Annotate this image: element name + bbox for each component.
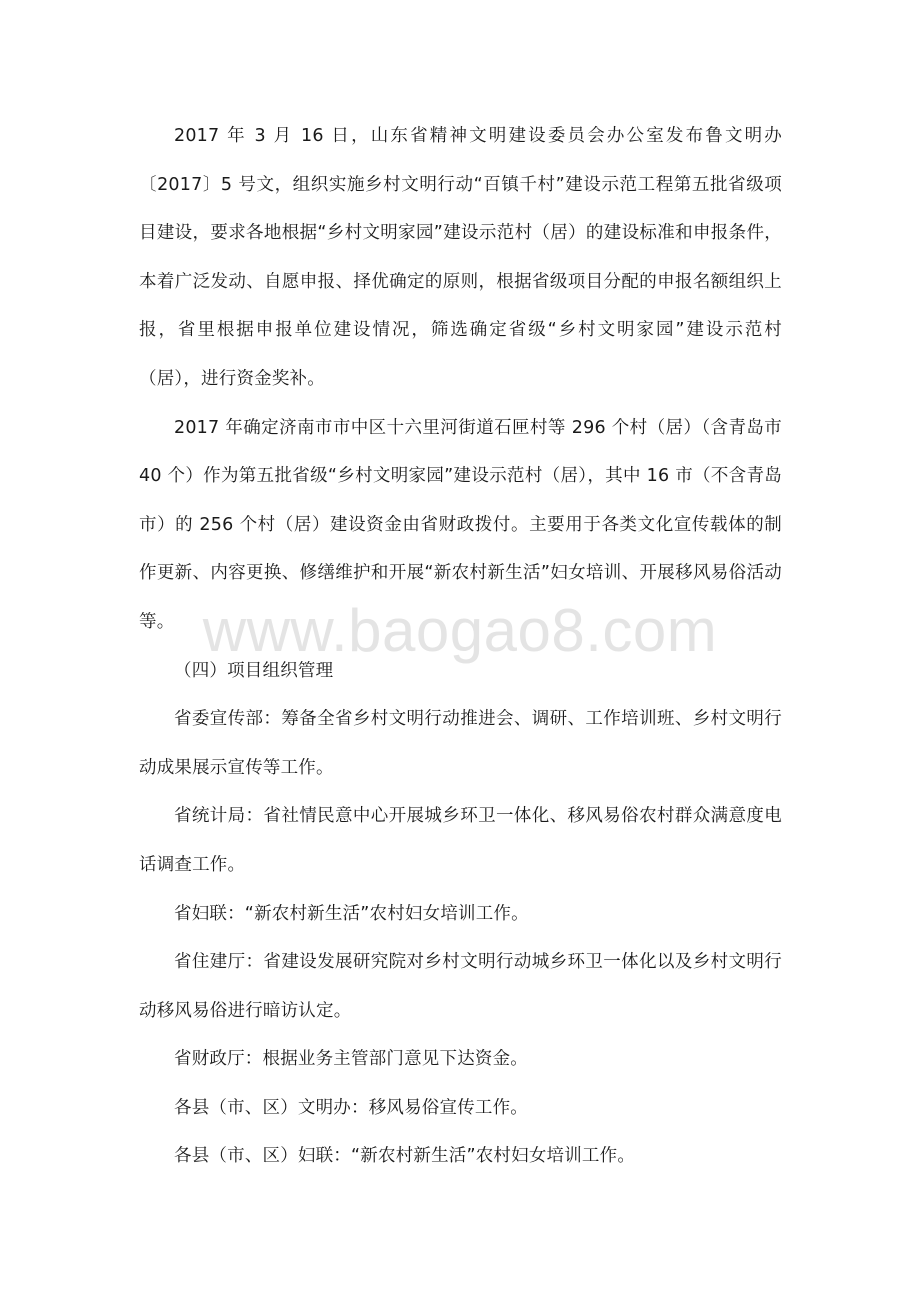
document-body [139, 112, 782, 1181]
section-heading-project-management: （四）项目组织管理 [174, 660, 334, 681]
paragraph-county-civilization-office: 各县（市、区）文明办：移风易俗宣传工作。 [174, 1097, 528, 1118]
watermark-text: www.baogao8.com [202, 597, 718, 664]
paragraph-statistics-bureau: 省统计局：省社情民意中心开展城乡环卫一体化、移风易俗农村群众满意度电话调查工作。 [139, 806, 782, 875]
paragraph-county-womens-federation: 各县（市、区）妇联：“新农村新生活”农村妇女培训工作。 [174, 1146, 636, 1167]
paragraph-project-launch: 2017 年 3 月 16 日，山东省精神文明建设委员会办公室发布鲁文明办〔2017〕5 号文，组织实施乡村文明行动“百镇千村”建设示范工程第五批省级项目建设，要求各地根据“乡村文明家园”建设示范村（居）的建设标准和申报条件，本着广泛发动、自愿申报、择优确定的原则，根据省级项目分配的申报名额组织上报，省里根据申报单位建设情况，筛选确定省级“乡村文明家园”建设示范村（居），进行资金奖补。 [139, 126, 782, 389]
paragraph-housing-dept: 省住建厅：省建设发展研究院对乡村文明行动城乡环卫一体化以及乡村文明行动移风易俗进行暗访认定。 [139, 952, 782, 1021]
paragraph-womens-federation: 省妇联：“新农村新生活”农村妇女培训工作。 [174, 903, 529, 924]
paragraph-fifth-batch: 2017 年确定济南市市中区十六里河街道石匣村等 296 个村（居）（含青岛市 40 个）作为第五批省级“乡村文明家园”建设示范村（居），其中 16 市（不含青岛市）的 256 个村（居）建设资金由省财政拨付。主要用于各类文化宣传载体的制作更新、内容更换、修缮维护和开展“新农村新生活”妇女培训、开展移风易俗活动等。 [139, 417, 782, 632]
paragraph-propaganda-dept: 省委宣传部：筹备全省乡村文明行动推进会、调研、工作培训班、乡村文明行动成果展示宣传等工作。 [139, 709, 782, 778]
paragraph-finance-dept: 省财政厅：根据业务主管部门意见下达资金。 [174, 1049, 528, 1070]
